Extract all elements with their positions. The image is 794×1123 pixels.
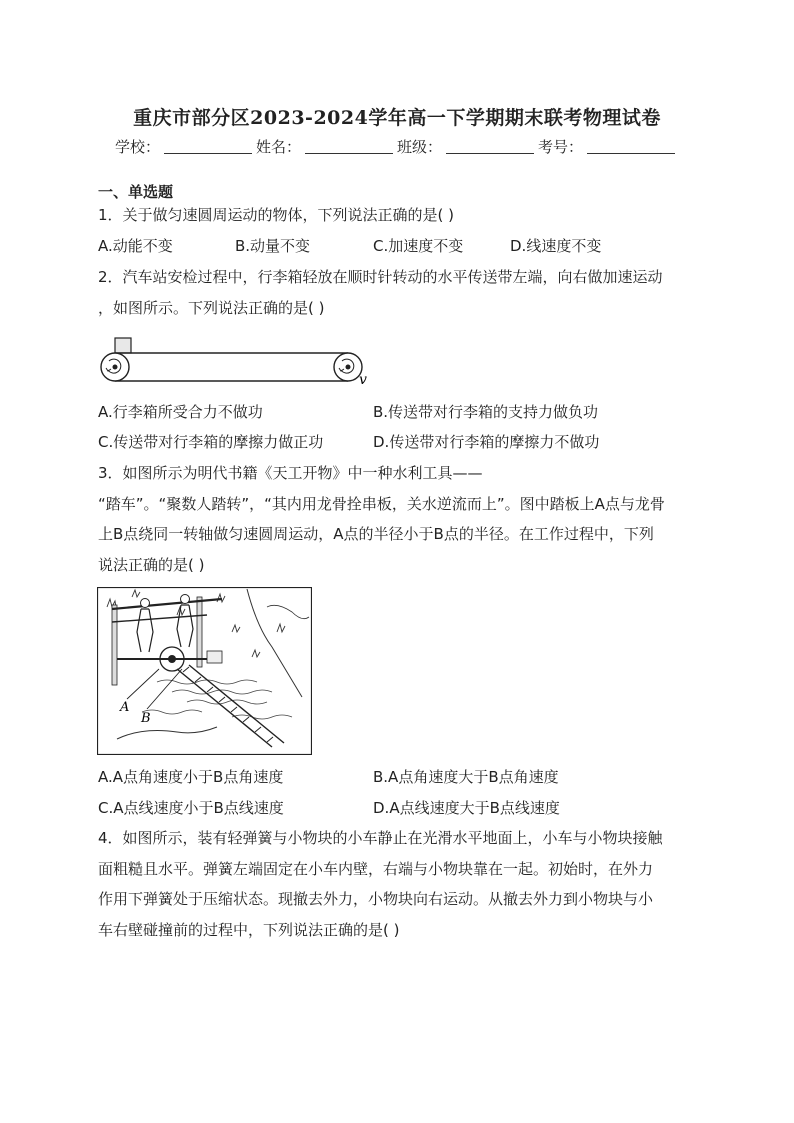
treadmill-waterwheel-figure	[97, 587, 312, 755]
q2-option-b: B.传送带对行李箱的支持力做负功	[373, 403, 599, 421]
school-blank[interactable]	[164, 153, 252, 154]
q3-stem-line2: “踏车”。“聚数人踏转”，“其内用龙骨拴串板，关水逆流而上”。图中踏板上A点与龙骨	[98, 495, 665, 513]
q3-option-b: B.A点角速度大于B点角速度	[373, 768, 559, 786]
luggage-box	[115, 338, 131, 353]
section-title: 一、单选题	[98, 183, 174, 201]
conveyor-belt-figure	[96, 334, 376, 392]
q2-stem-line1: 2．汽车站安检过程中，行李箱轻放在顺时针转动的水平传送带左端，向右做加速运动	[98, 268, 663, 286]
q4-stem-line3: 作用下弹簧处于压缩状态。现撤去外力，小物块向右运动。从撤去外力到小物块与小	[98, 890, 654, 908]
q3-stem-line3: 上B点绕同一转轴做匀速圆周运动，A点的半径小于B点的半径。在工作过程中，下列	[98, 525, 654, 543]
q1-option-b: B.动量不变	[235, 237, 311, 255]
q1-option-a: A.动能不变	[98, 237, 173, 255]
q1-stem: 1．关于做匀速圆周运动的物体，下列说法正确的是( )	[98, 206, 455, 224]
q2-stem-line2: ，如图所示。下列说法正确的是( )	[98, 299, 325, 317]
q3-stem-line1: 3．如图所示为明代书籍《天工开物》中一种水利工具——	[98, 464, 483, 482]
class-label: 班级：	[397, 138, 443, 156]
q3-stem-line4: 说法正确的是( )	[98, 556, 205, 574]
school-label: 学校：	[114, 138, 160, 156]
q4-stem-line1: 4．如图所示，装有轻弹簧与小物块的小车静止在光滑水平地面上，小车与小物块接触	[98, 829, 663, 847]
q4-stem-line2: 面粗糙且水平。弹簧左端固定在小车内壁，右端与小物块靠在一起。初始时，在外力	[98, 860, 654, 878]
q2-option-c: C.传送带对行李箱的摩擦力做正功	[98, 433, 324, 451]
name-blank[interactable]	[305, 153, 393, 154]
q4-stem-line4: 车右壁碰撞前的过程中，下列说法正确的是( )	[98, 921, 400, 939]
velocity-label: v	[359, 372, 367, 388]
name-label: 姓名：	[255, 138, 301, 156]
page-title: 重庆市部分区2023-2024学年高一下学期期末联考物理试卷	[133, 107, 661, 129]
q3-option-d: D.A点线速度大于B点线速度	[373, 799, 560, 817]
student-info-line	[0, 136, 794, 157]
exam-no-blank[interactable]	[587, 153, 675, 154]
class-blank[interactable]	[446, 153, 534, 154]
q3-option-c: C.A点线速度小于B点线速度	[98, 799, 284, 817]
q1-option-d: D.线速度不变	[510, 237, 602, 255]
exam-no-label: 考号：	[538, 138, 584, 156]
q2-option-a: A.行李箱所受合力不做功	[98, 403, 263, 421]
point-b-label: B	[141, 711, 151, 726]
q2-option-d: D.传送带对行李箱的摩擦力不做功	[373, 433, 600, 451]
q1-option-c: C.加速度不变	[373, 237, 464, 255]
q3-option-a: A.A点角速度小于B点角速度	[98, 768, 284, 786]
point-a-label: A	[120, 700, 130, 715]
